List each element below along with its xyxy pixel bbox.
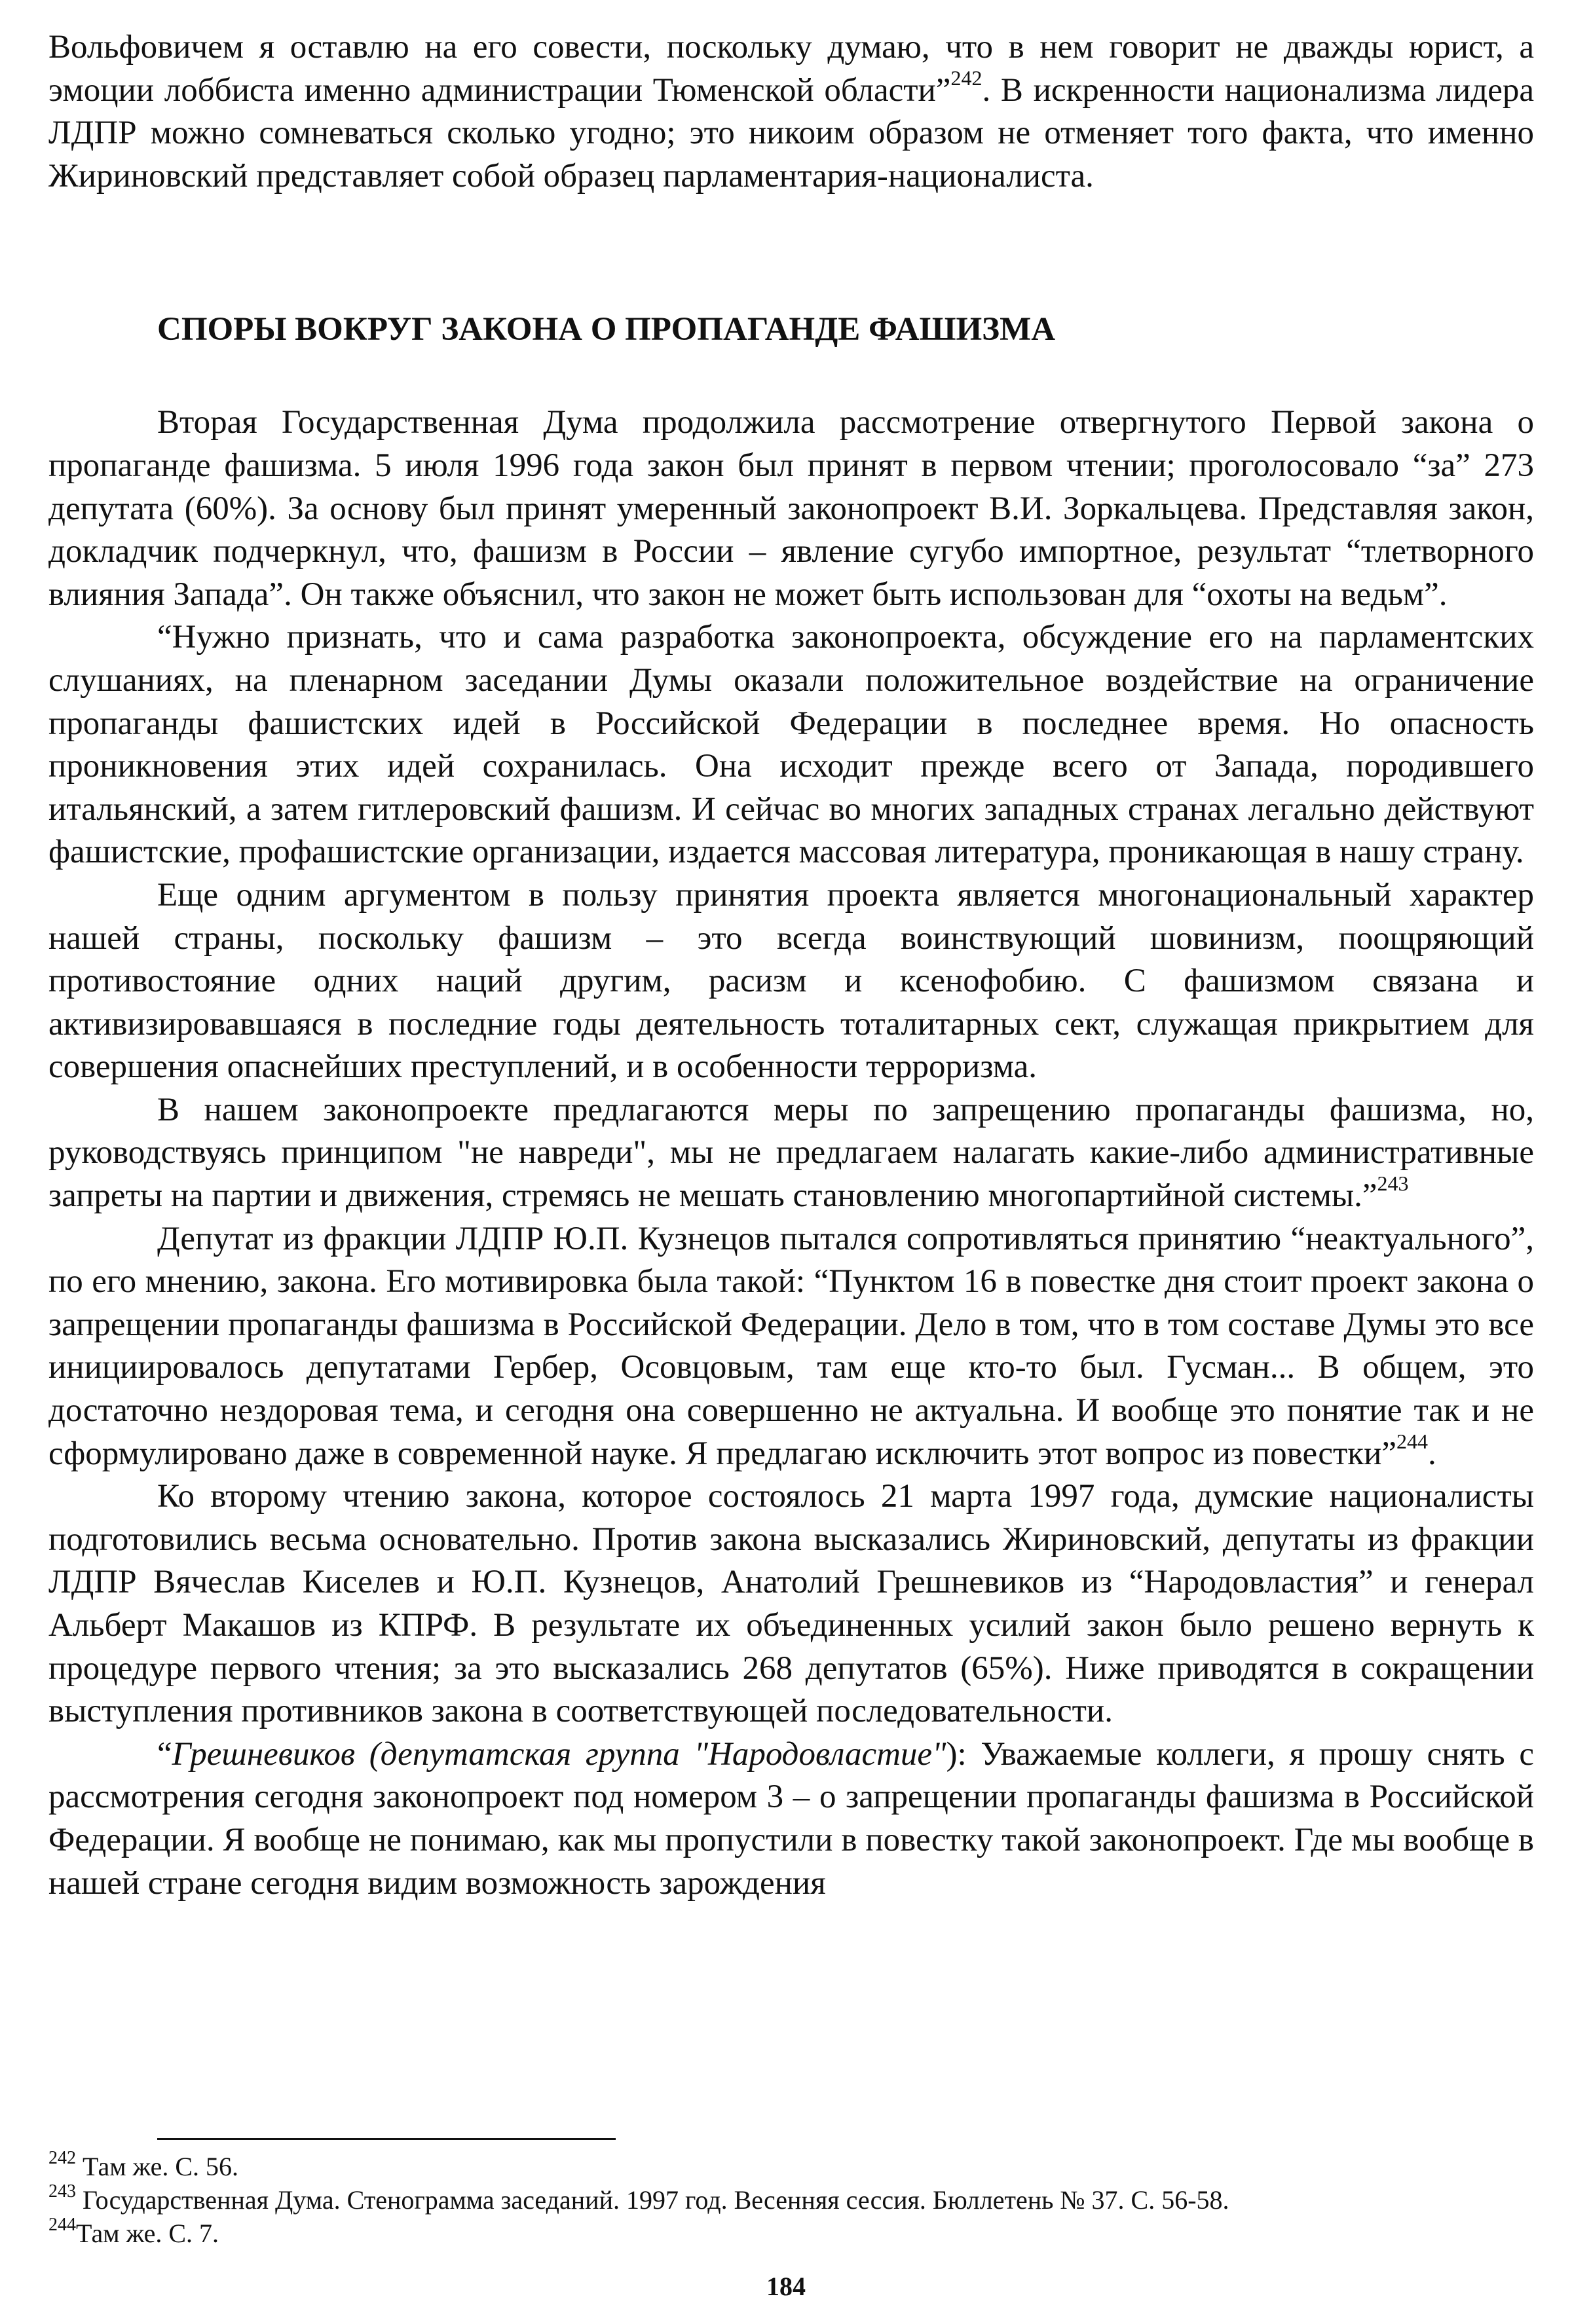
footnote-text: Государственная Дума. Стенограмма заседаний. 1997 год. Весенняя сессия. Бюллетень № 37. С. 56-58.: [76, 2185, 1229, 2215]
paragraph-7-open-quote: “: [157, 1735, 172, 1773]
paragraph-7-text: ): Уважаемые коллеги, я прошу снять с рассмотрения сегодня законопроект под номером 3 – о запрещении пропаганды фашизма в Российской Федерации. Я вообще не понимаю, как мы пропустили в повестку такой законопроект. Где мы вообще в нашей стране сегодня видим возможность зарождения: [48, 1735, 1535, 1902]
footnote-separator: [157, 2138, 616, 2140]
footnote-ref-242[interactable]: 242: [950, 65, 982, 90]
paragraph-6: Ко второму чтению закона, которое состоялось 21 марта 1997 года, думские националисты подготовились весьма основательно. Против закона высказались Жириновский, депутаты из фракции ЛДПР Вячеслав Киселев и Ю.П. Кузнецов, Анатолий Грешневиков из “Народовластия” и генерал Альберт Макашов из КПРФ. В результате их объединенных усилий закон было решено вернуть к процедуре первого чтения; за это высказались 268 депутатов (65%). Ниже приводятся в сокращении выступления противников закона в соответствующей последовательности.: [48, 1478, 1534, 1730]
paragraph-2: “Нужно признать, что и сама разработка законопроекта, обсуждение его на парламентских слушаниях, на пленарном заседании Думы оказали положительное воздействие на ограничение пропаганды фашистских идей в Российской Федерации в последнее время. Но опасность проникновения этих идей сохранилась. Она исходит прежде всего от Запада, породившего итальянский, а затем гитлеровский фашизм. И сейчас во многих западных странах легально действуют фашистские, профашистские организации, издается массовая литература, проникающая в нашу страну.: [48, 619, 1534, 871]
paragraph-5-end: .: [1428, 1435, 1436, 1472]
lead-paragraph-text-1: Вольфовичем я оставлю на его совести, поскольку думаю, что в нем говорит не дважды юрист, а эмоции лоббиста именно администрации Тюменской области”: [48, 29, 1534, 109]
footnote-242: [48, 2147, 1534, 2183]
main-text-column: [48, 26, 1534, 1905]
footnote-243: [48, 2183, 1534, 2217]
footnote-244: [48, 2214, 1534, 2250]
paragraph-3: Еще одним аргументом в пользу принятия проекта является многонациональный характер нашей страны, поскольку фашизм – это всегда воинствующий шовинизм, поощряющий противостояние одних наций другим, расизм и ксенофобию. С фашизмом связана и активизировавшаяся в последние годы деятельность тоталитарных сект, служащая прикрытием для совершения опаснейших преступлений, и в особенности терроризма.: [48, 876, 1534, 1086]
page-number: 184: [766, 2272, 806, 2301]
footnote-text: Там же. С. 7.: [76, 2219, 219, 2248]
footnote-ref-244[interactable]: 244: [1396, 1429, 1429, 1453]
paragraph-1: Вторая Государственная Дума продолжила рассмотрение отвергнутого Первой закона о пропаганде фашизма. 5 июля 1996 года закон был принят в первом чтении; проголосовало “за” 273 депутата (60%). За основу был принят умеренный законопроект В.И. Зоркальцева. Представляя закон, докладчик подчеркнул, что, фашизм в России – явление сугубо импортное, результат “тлетворного влияния Запада”. Он также объяснил, что закон не может быть использован для “охоты на ведьм”.: [48, 404, 1534, 613]
paragraph-5-text: Депутат из фракции ЛДПР Ю.П. Кузнецов пытался сопротивляться принятию “неактуального”, по его мнению, закона. Его мотивировка была такой: “Пунктом 16 в повестке дня стоит проект закона о запрещении пропаганды фашизма в Российской Федерации. Дело в том, что в том составе Думы это все инициировалось депутатами Гербер, Осовцовым, там еще кто-то был. Гусман... В общем, это достаточно нездоровая тема, и сегодня она совершенно не актуальна. И вообще это понятие так и не сформулировано даже в современной науке. Я предлагаю исключить этот вопрос из повестки”: [48, 1220, 1534, 1472]
footnote-ref-243[interactable]: 243: [1377, 1171, 1409, 1196]
paragraph-4: [48, 1089, 1534, 1218]
paragraph-5: [48, 1218, 1534, 1476]
lead-paragraph-text-2: . В искренности национализма лидера ЛДПР можно сомневаться сколько угодно; это никоим образом не отменяет того факта, что именно Жириновский представляет собой образец парламентария-националиста.: [48, 71, 1534, 194]
footnote-number: 244: [48, 2214, 76, 2235]
paragraph-7: [48, 1733, 1534, 1905]
footnote-text: Там же. С. 56.: [76, 2152, 239, 2181]
section-heading: СПОРЫ ВОКРУГ ЗАКОНА О ПРОПАГАНДЕ ФАШИЗМА: [157, 311, 1056, 348]
lead-paragraph: [48, 26, 1534, 198]
footnote-number: 243: [48, 2181, 76, 2202]
footnotes-block: [48, 2147, 1534, 2250]
paragraph-4-text: В нашем законопроекте предлагаются меры по запрещению пропаганды фашизма, но, руководствуясь принципом "не навреди", мы не предлагаем налагать какие-либо административные запреты на партии и движения, стремясь не мешать становлению многопартийной системы.”: [48, 1091, 1534, 1215]
footnote-number: 242: [48, 2147, 76, 2168]
speaker-name: Грешневиков (депутатская группа "Народовластие": [172, 1735, 946, 1773]
